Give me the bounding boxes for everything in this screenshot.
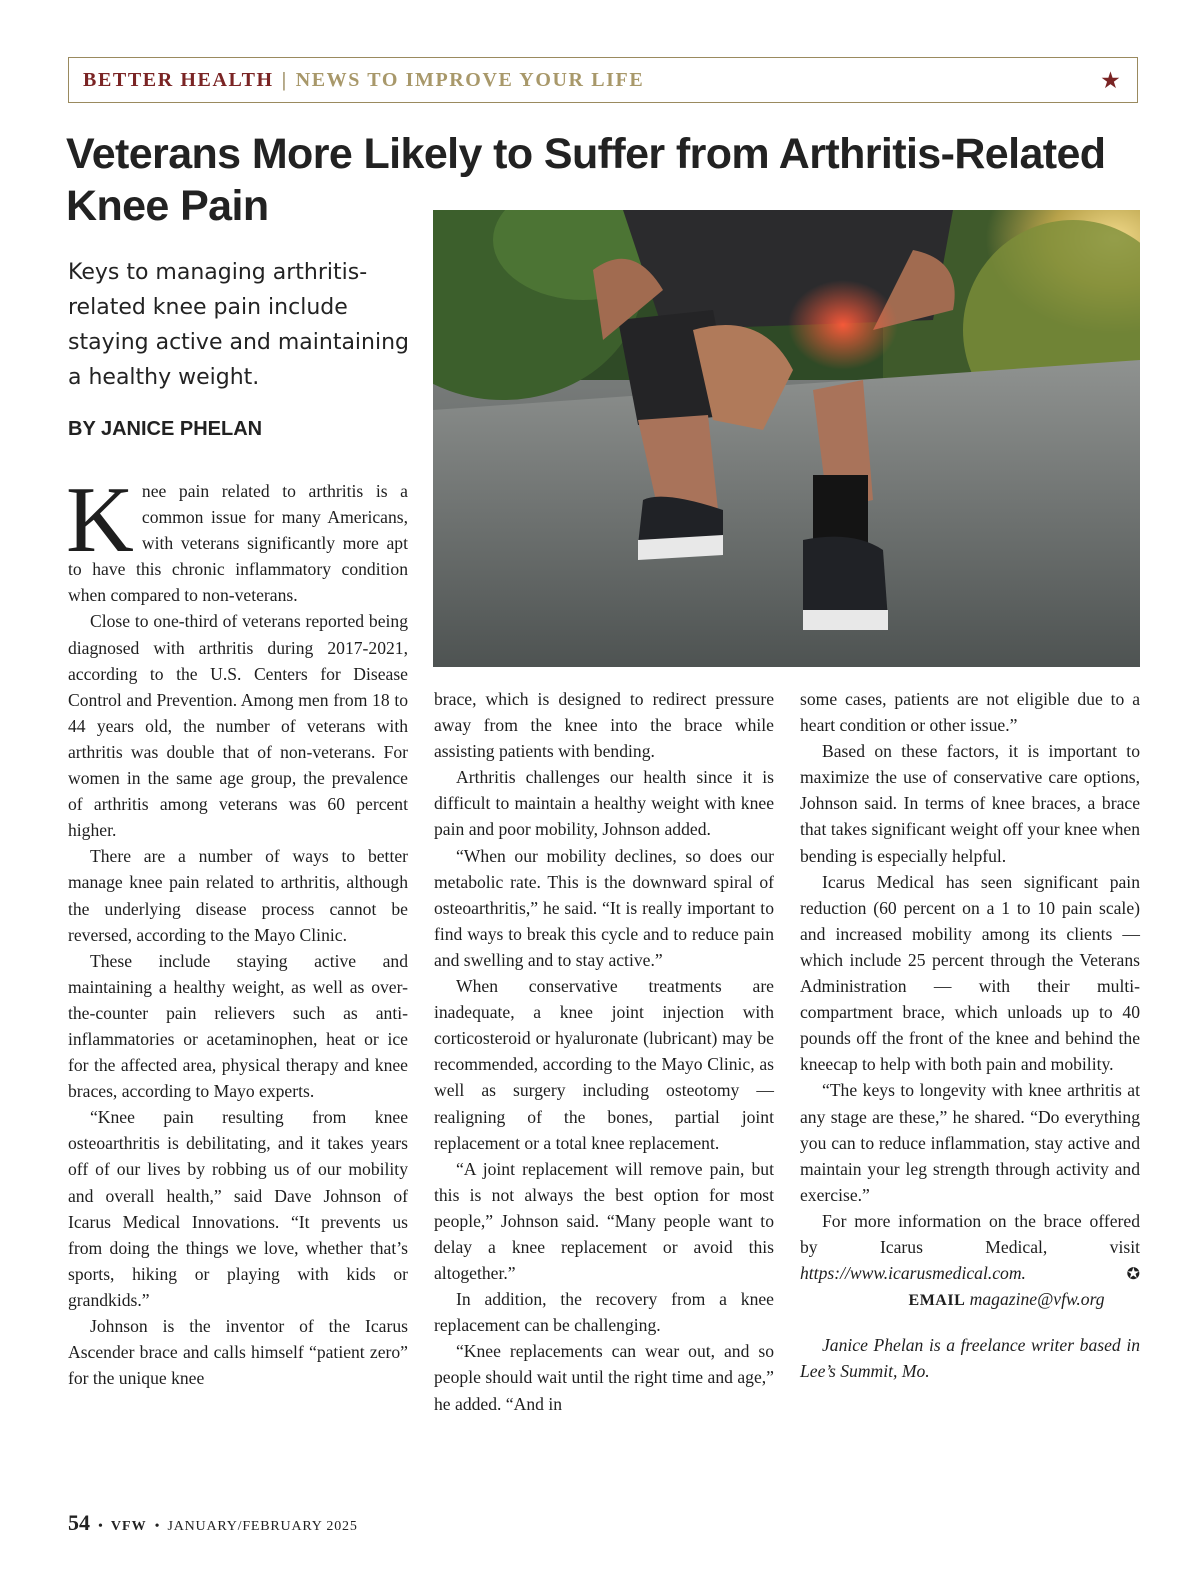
footer-dot: • <box>98 1519 103 1534</box>
paragraph: When conservative treatments are inadequate, a knee joint injection with corticosteroid or hyaluronate (lubricant) may be recommended, according to the Mayo Clinic, as well as surgery including osteotomy — realigning of the bones, partial joint replacement or a total knee replacement. <box>434 976 774 1153</box>
article-title: Veterans More Likely to Suffer from Arthritis-Related Knee Pain <box>66 130 1106 230</box>
end-mark-icon: ✪ <box>1126 1266 1140 1284</box>
drop-cap: K <box>66 468 134 572</box>
page-footer <box>68 1510 358 1536</box>
paragraph: “Knee replacements can wear out, and so people should wait until the right time and age,” he added. “And in <box>434 1341 774 1414</box>
paragraph-text: nee pain related to arthritis is a common issue for many Americans, with veterans significantly more apt to have this chronic inflammatory condition when compared to non-veterans. <box>68 481 408 606</box>
paragraph: There are a number of ways to better manage knee pain related to arthritis, although the underlying disease process cannot be reversed, according to the Mayo Clinic. <box>68 846 408 945</box>
email-line <box>800 1286 1140 1314</box>
website-link[interactable]: https://www.icarusmedical.com. <box>800 1263 1026 1284</box>
section-name: BETTER HEALTH <box>83 68 274 91</box>
paragraph: Johnson is the inventor of the Icarus Ascender brace and calls himself “patient zero” for the unique knee <box>68 1316 408 1389</box>
star-icon: ★ <box>1101 70 1121 92</box>
magazine-name: VFW <box>110 1519 147 1534</box>
issue-date: JANUARY/FEBRUARY 2025 <box>167 1519 358 1534</box>
paragraph: “A joint replacement will remove pain, but this is not always the best option for most people,” Johnson said. “Many people want to delay a knee replacement or avoid this altogether.” <box>434 1158 774 1284</box>
paragraph: These include staying active and maintaining a healthy weight, as well as over-the-counter pain relievers such as anti-inflammatories or acetaminophen, heat or ice for the affected area, physical therapy and knee braces, according to Mayo experts. <box>68 950 408 1102</box>
paragraph: brace, which is designed to redirect pressure away from the knee into the brace while assisting patients with bending. <box>434 689 774 762</box>
section-tagline: NEWS TO IMPROVE YOUR LIFE <box>295 68 645 91</box>
paragraph-lede <box>66 468 408 608</box>
article-column-1 <box>66 468 408 1391</box>
paragraph: In addition, the recovery from a knee replacement can be challenging. <box>434 1289 774 1336</box>
paragraph: Arthritis challenges our health since it is difficult to maintain a healthy weight with knee pain and poor mobility, Johnson added. <box>434 767 774 840</box>
paragraph: “Knee pain resulting from knee osteoarthritis is debilitating, and it takes years off of our lives by robbing us of our mobility and overall health,” said Dave Johnson of Icarus Medical Innovations. “It prevents us from doing the things we love, whether that’s sports, hiking or playing with kids or grandkids.” <box>68 1107 408 1310</box>
article-column-2 <box>434 686 774 1417</box>
article-column-3 <box>800 686 1140 1384</box>
paragraph: “When our mobility declines, so does our metabolic rate. This is the downward spiral of osteoarthritis,” he said. “It is really important to find ways to break this cycle and to reduce pain and swelling and to stay active.” <box>434 845 774 970</box>
section-separator: | <box>281 68 288 91</box>
paragraph: Based on these factors, it is important to maximize the use of conservative care options, Johnson said. In terms of knee braces, a brace that takes significant weight off your knee when bending is especially helpful. <box>800 741 1140 866</box>
paragraph: Icarus Medical has seen significant pain reduction (60 percent on a 1 to 10 pain scale) and increased mobility among its clients — which include 25 percent through the Veterans Administration — with their multi-compartment brace, which unloads up to 40 pounds off the front of the knee and behind the kneecap to help with both pain and mobility. <box>800 871 1140 1075</box>
paragraph-text: For more information on the brace offered by Icarus Medical, visit <box>800 1210 1140 1257</box>
paragraph-closing <box>800 1208 1140 1286</box>
paragraph: some cases, patients are not eligible due to a heart condition or other issue.” <box>800 689 1140 736</box>
knee-pain-photo-icon <box>433 210 1140 667</box>
email-link[interactable]: magazine@vfw.org <box>969 1289 1105 1310</box>
section-header <box>68 57 1138 103</box>
paragraph: Close to one-third of veterans reported being diagnosed with arthritis during 2017-2021, according to the U.S. Centers for Disease Control and Prevention. Among men from 18 to 44 years old, the number of veterans with arthritis was double that of non-veterans. For women in the same age group, the prevalence of arthritis among veterans was 60 percent higher. <box>68 611 408 841</box>
paragraph: “The keys to longevity with knee arthritis at any stage are these,” he shared. “Do everything you can to reduce inflammation, stay active and maintain your leg strength through activity and exercise.” <box>800 1080 1140 1205</box>
footer-dot: • <box>154 1519 160 1534</box>
page-number: 54 <box>68 1510 90 1535</box>
article-subtitle: Keys to managing arthritis-related knee pain include staying active and maintaining a healthy weight. <box>68 260 409 390</box>
hero-photo <box>433 210 1140 667</box>
author-bio: Janice Phelan is a freelance writer based in Lee’s Summit, Mo. <box>800 1335 1140 1382</box>
byline: BY JANICE PHELAN <box>68 418 263 440</box>
email-label: EMAIL <box>908 1292 966 1310</box>
